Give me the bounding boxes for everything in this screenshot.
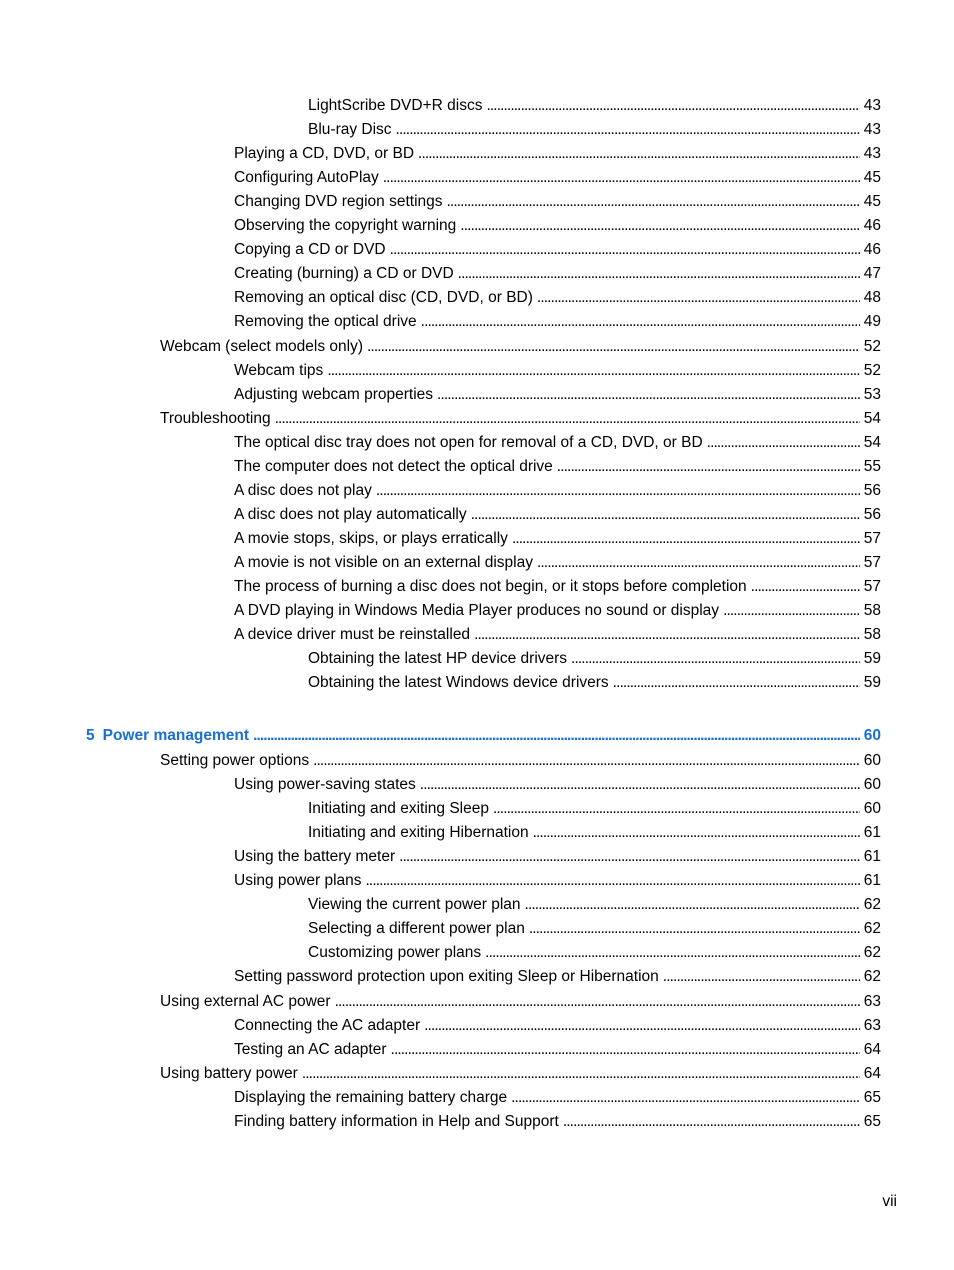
- toc-entry-title: Removing an optical disc (CD, DVD, or BD): [234, 289, 533, 306]
- toc-entry[interactable]: [234, 775, 881, 795]
- toc-entry[interactable]: [308, 96, 881, 116]
- toc-entry[interactable]: [234, 240, 881, 260]
- dot-leader: [421, 312, 860, 332]
- toc-entry[interactable]: [308, 673, 881, 693]
- dot-leader: [663, 967, 860, 987]
- toc-entry-title: Testing an AC adapter: [234, 1041, 387, 1058]
- dot-leader: [557, 457, 860, 477]
- toc-entry-title: Obtaining the latest HP device drivers: [308, 650, 568, 667]
- toc-entry[interactable]: [308, 943, 881, 963]
- toc-entry-page: 65: [863, 1089, 881, 1106]
- toc-entry[interactable]: [234, 361, 881, 381]
- dot-leader: [533, 823, 860, 843]
- toc-entry-title: Removing the optical drive: [234, 313, 417, 330]
- dot-leader: [707, 433, 860, 453]
- toc-entry-page: 57: [863, 554, 881, 571]
- toc-entry-title: Adjusting webcam properties: [234, 386, 434, 403]
- toc-entry-page: 60: [863, 800, 881, 817]
- toc-entry[interactable]: [160, 992, 881, 1012]
- toc-entry-page: 61: [863, 824, 881, 841]
- toc-entry-title: Blu-ray Disc: [308, 121, 392, 138]
- dot-leader: [723, 601, 860, 621]
- toc-entry-page: 43: [863, 97, 881, 114]
- toc-entry-page: 61: [863, 872, 881, 889]
- toc-entry-title: A movie stops, skips, or plays erratically: [234, 530, 508, 547]
- toc-entry[interactable]: [234, 967, 881, 987]
- toc-entry-title: Using external AC power: [160, 993, 331, 1010]
- toc-entry[interactable]: [234, 577, 881, 597]
- toc-entry-title: Setting password protection upon exiting Sleep or Hibernation: [234, 968, 659, 985]
- dot-leader: [525, 895, 860, 915]
- toc-entry-page: 62: [863, 920, 881, 937]
- toc-entry-page: 58: [863, 626, 881, 643]
- toc-entry-page: 62: [863, 896, 881, 913]
- toc-entry-page: 56: [863, 506, 881, 523]
- toc-entry-page: 43: [863, 145, 881, 162]
- chapter-title: Power management: [102, 727, 250, 744]
- toc-entry-title: The optical disc tray does not open for removal of a CD, DVD, or BD: [234, 434, 703, 451]
- dot-leader: [418, 144, 860, 164]
- toc-entry[interactable]: [308, 919, 881, 939]
- dot-leader: [485, 943, 860, 963]
- dot-leader: [460, 216, 859, 236]
- toc-entry-title: Connecting the AC adapter: [234, 1017, 421, 1034]
- toc-entry[interactable]: [234, 457, 881, 477]
- toc-entry-title: Playing a CD, DVD, or BD: [234, 145, 415, 162]
- toc-entry-title: Customizing power plans: [308, 944, 482, 961]
- dot-leader: [512, 529, 860, 549]
- toc-entry[interactable]: [234, 505, 881, 525]
- dot-leader: [493, 799, 860, 819]
- toc-entry[interactable]: [234, 625, 881, 645]
- toc-entry-title: Selecting a different power plan: [308, 920, 525, 937]
- toc-entry-page: 43: [863, 121, 881, 138]
- toc-entry[interactable]: [234, 168, 881, 188]
- toc-entry-page: 56: [863, 482, 881, 499]
- dot-leader: [471, 505, 860, 525]
- dot-leader: [447, 192, 860, 212]
- toc-entry-page: 45: [863, 169, 881, 186]
- toc-entry[interactable]: [234, 481, 881, 501]
- toc-entry[interactable]: [160, 409, 881, 429]
- toc-entry-title: Using the battery meter: [234, 848, 396, 865]
- toc-entry[interactable]: [308, 823, 881, 843]
- toc-entry-page: 48: [863, 289, 881, 306]
- toc-entry-page: 53: [863, 386, 881, 403]
- dot-leader: [458, 264, 860, 284]
- toc-entry-page: 46: [863, 241, 881, 258]
- toc-entry-page: 54: [863, 410, 881, 427]
- toc-entry-page: 52: [863, 338, 881, 355]
- dot-leader: [313, 751, 860, 771]
- toc-entry-title: Webcam (select models only): [160, 338, 364, 355]
- dot-leader: [511, 1088, 860, 1108]
- dot-leader: [537, 553, 860, 573]
- toc-entry-title: The process of burning a disc does not begin, or it stops before completion: [234, 578, 747, 595]
- toc-entry[interactable]: [234, 312, 881, 332]
- toc-entry-page: 62: [863, 944, 881, 961]
- dot-leader: [390, 240, 860, 260]
- toc-entry-title: Obtaining the latest Windows device drivers: [308, 674, 609, 691]
- toc-entry-title: Initiating and exiting Hibernation: [308, 824, 529, 841]
- toc-entry[interactable]: [308, 799, 881, 819]
- dot-leader: [486, 96, 859, 116]
- toc-entry-title: Setting power options: [160, 752, 310, 769]
- dot-leader: [571, 649, 860, 669]
- toc-entry[interactable]: [234, 144, 881, 164]
- toc-entry[interactable]: [234, 192, 881, 212]
- toc-entry-page: 63: [863, 993, 881, 1010]
- chapter-entry[interactable]: [86, 726, 881, 746]
- toc-entry-title: Displaying the remaining battery charge: [234, 1089, 508, 1106]
- toc-entry[interactable]: [234, 1088, 881, 1108]
- toc-entry[interactable]: [234, 871, 881, 891]
- toc-entry[interactable]: [234, 288, 881, 308]
- toc-entry-page: 62: [863, 968, 881, 985]
- page-number: vii: [882, 1193, 897, 1210]
- dot-leader: [424, 1016, 860, 1036]
- dot-leader: [302, 1064, 860, 1084]
- toc-entry-title: Finding battery information in Help and Support: [234, 1113, 559, 1130]
- toc-entry-page: 59: [863, 674, 881, 691]
- dot-leader: [613, 673, 860, 693]
- dot-leader: [396, 120, 860, 140]
- dot-leader: [537, 288, 860, 308]
- toc-entry[interactable]: [234, 553, 881, 573]
- dot-leader: [437, 385, 860, 405]
- toc-entry-page: 47: [863, 265, 881, 282]
- toc-entry[interactable]: [308, 120, 881, 140]
- toc-entry-page: 65: [863, 1113, 881, 1130]
- toc-entry[interactable]: [234, 847, 881, 867]
- toc-entry[interactable]: [234, 385, 881, 405]
- dot-leader: [383, 168, 860, 188]
- toc-entry-page: 64: [863, 1041, 881, 1058]
- toc-entry[interactable]: [234, 529, 881, 549]
- chapter-page-number: 60: [863, 727, 881, 744]
- toc-entry-title: Using power-saving states: [234, 776, 416, 793]
- dot-leader: [420, 775, 860, 795]
- toc-entry[interactable]: [234, 216, 881, 236]
- toc-entry-title: A disc does not play: [234, 482, 372, 499]
- toc-entry[interactable]: [160, 1064, 881, 1084]
- toc-entry-page: 57: [863, 578, 881, 595]
- toc-entry-page: 64: [863, 1065, 881, 1082]
- toc-entry-title: Observing the copyright warning: [234, 217, 457, 234]
- toc-entry-page: 60: [863, 776, 881, 793]
- toc-entry-title: Using power plans: [234, 872, 362, 889]
- toc-entry[interactable]: [234, 433, 881, 453]
- toc-entry-page: 55: [863, 458, 881, 475]
- toc-entry-title: The computer does not detect the optical drive: [234, 458, 553, 475]
- toc-entry[interactable]: [234, 601, 881, 621]
- toc-entry-page: 57: [863, 530, 881, 547]
- toc-entry[interactable]: [160, 751, 881, 771]
- toc-entry-page: 60: [863, 752, 881, 769]
- toc-entry[interactable]: [234, 1040, 881, 1060]
- toc-entry-page: 54: [863, 434, 881, 451]
- toc-entry-page: 49: [863, 313, 881, 330]
- dot-leader: [327, 361, 859, 381]
- toc-entry-page: 61: [863, 848, 881, 865]
- dot-leader: [366, 871, 860, 891]
- dot-leader: [253, 726, 860, 746]
- toc-entry-title: A DVD playing in Windows Media Player produces no sound or display: [234, 602, 720, 619]
- toc-entry[interactable]: [234, 1112, 881, 1132]
- toc-entry-title: A device driver must be reinstalled: [234, 626, 471, 643]
- dot-leader: [529, 919, 860, 939]
- toc-entry-page: 46: [863, 217, 881, 234]
- toc-entry-page: 58: [863, 602, 881, 619]
- dot-leader: [751, 577, 860, 597]
- toc-entry-title: Viewing the current power plan: [308, 896, 521, 913]
- toc-entry[interactable]: [234, 264, 881, 284]
- toc-entry-title: Using battery power: [160, 1065, 298, 1082]
- dot-leader: [474, 625, 860, 645]
- toc-entry-title: LightScribe DVD+R discs: [308, 97, 483, 114]
- toc-entry-page: 59: [863, 650, 881, 667]
- dot-leader: [391, 1040, 860, 1060]
- dot-leader: [399, 847, 860, 867]
- toc-entry-title: A movie is not visible on an external display: [234, 554, 533, 571]
- toc-entry-page: 45: [863, 193, 881, 210]
- dot-leader: [367, 337, 860, 357]
- toc-entry[interactable]: [308, 649, 881, 669]
- toc-entry-title: A disc does not play automatically: [234, 506, 467, 523]
- toc-entry-title: Webcam tips: [234, 362, 324, 379]
- dot-leader: [335, 992, 860, 1012]
- toc-entry[interactable]: [308, 895, 881, 915]
- toc-entry-page: 63: [863, 1017, 881, 1034]
- toc-entry-page: 52: [863, 362, 881, 379]
- toc-entry-title: Copying a CD or DVD: [234, 241, 386, 258]
- toc-entry-title: Troubleshooting: [160, 410, 271, 427]
- toc-entry-title: Changing DVD region settings: [234, 193, 443, 210]
- dot-leader: [275, 409, 860, 429]
- toc-entry-title: Creating (burning) a CD or DVD: [234, 265, 454, 282]
- toc-entry-title: Configuring AutoPlay: [234, 169, 379, 186]
- dot-leader: [376, 481, 860, 501]
- dot-leader: [563, 1112, 860, 1132]
- chapter-number: 5: [86, 727, 95, 744]
- toc-entry[interactable]: [160, 337, 881, 357]
- toc-entry[interactable]: [234, 1016, 881, 1036]
- toc-entry-title: Initiating and exiting Sleep: [308, 800, 489, 817]
